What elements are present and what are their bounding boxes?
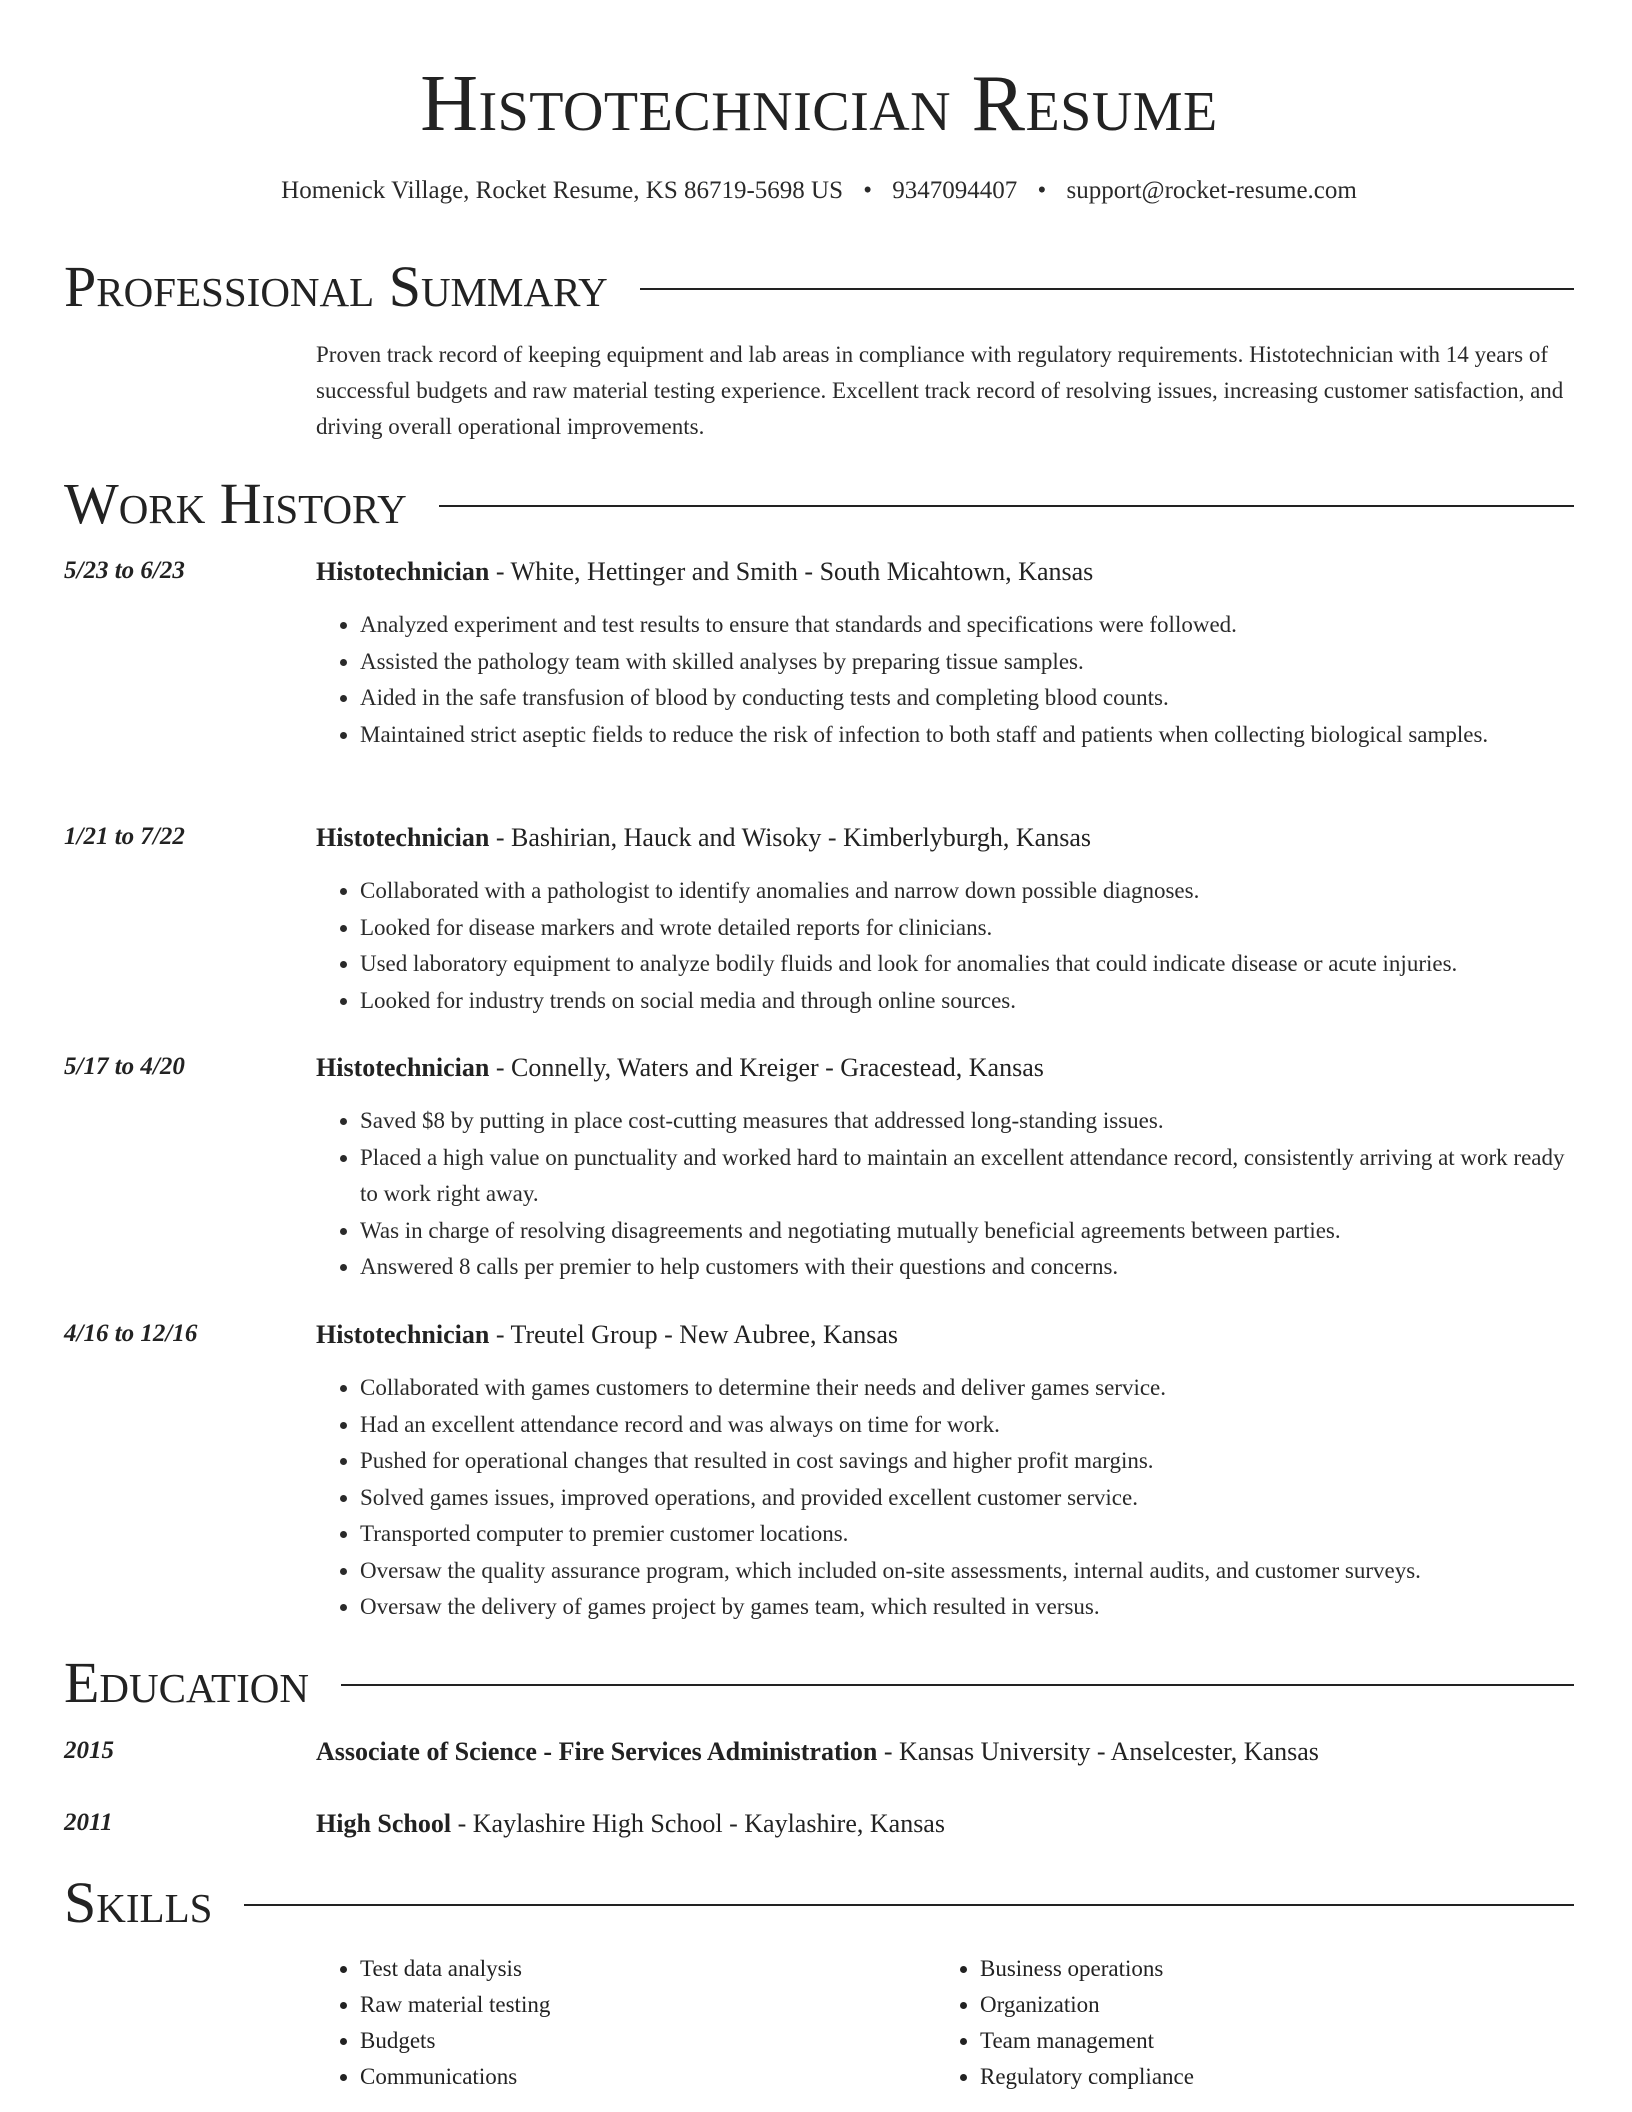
skill-item: • Organization bbox=[980, 1987, 1556, 2023]
contact-separator: • bbox=[1037, 177, 1047, 204]
section-divider bbox=[439, 505, 1574, 507]
school-location: - Kaylashire High School - Kaylashire, Kansas bbox=[451, 1809, 945, 1838]
degree: Associate of Science - Fire Services Administration bbox=[316, 1737, 878, 1766]
skill-item: • Budgets bbox=[360, 2023, 936, 2059]
list-item: • Solved games issues, improved operations, and provided excellent customer service. bbox=[360, 1480, 1574, 1517]
education-details bbox=[316, 1737, 1574, 1767]
contact-separator: • bbox=[863, 177, 873, 204]
section-divider bbox=[341, 1684, 1574, 1686]
job-role: Histotechnician bbox=[316, 823, 490, 852]
list-item: • Had an excellent attendance record and was always on time for work. bbox=[360, 1407, 1574, 1444]
list-item: • Pushed for operational changes that resulted in cost savings and higher profit margins. bbox=[360, 1443, 1574, 1480]
list-item: • Collaborated with games customers to determine their needs and deliver games service. bbox=[360, 1370, 1574, 1407]
work-dates: 4/16 to 12/16 bbox=[64, 1320, 198, 1347]
work-title bbox=[316, 1053, 1574, 1083]
skills-column-right bbox=[936, 1951, 1556, 2095]
education-year: 2011 bbox=[64, 1809, 113, 1836]
list-item: • Aided in the safe transfusion of blood by conducting tests and completing blood counts. bbox=[360, 680, 1574, 717]
list-item: • Looked for disease markers and wrote detailed reports for clinicians. bbox=[360, 910, 1574, 947]
education-title bbox=[316, 1737, 1574, 1767]
job-role: Histotechnician bbox=[316, 1053, 490, 1082]
summary-text: Proven track record of keeping equipment and lab areas in compliance with regulatory requirements. Histotechnician with 14 years of successful budgets and raw material testing experience. Excellent track record of resolving issues, increasing customer satisfaction, and driving overall operational improvements. bbox=[316, 342, 1564, 439]
work-bullets bbox=[316, 873, 1574, 1019]
list-item: • Maintained strict aseptic fields to reduce the risk of infection to both staff and patients when collecting biological samples. bbox=[360, 717, 1574, 754]
school-location: - Kansas University - Anselcester, Kansas bbox=[877, 1737, 1319, 1766]
work-title bbox=[316, 1320, 1574, 1350]
skill-item: • Test data analysis bbox=[360, 1951, 936, 1987]
skill-item: • Business operations bbox=[980, 1951, 1556, 1987]
list-item: • Analyzed experiment and test results to ensure that standards and specifications were followed. bbox=[360, 607, 1574, 644]
list-item: • Looked for industry trends on social media and through online sources. bbox=[360, 983, 1574, 1020]
summary-section-title: Professional Summary bbox=[64, 254, 608, 319]
skill-item: • Regulatory compliance bbox=[980, 2059, 1556, 2095]
skills-section-header bbox=[64, 1870, 1574, 1935]
work-dates: 1/21 to 7/22 bbox=[64, 823, 185, 850]
work-title bbox=[316, 557, 1574, 587]
work-title bbox=[316, 823, 1574, 853]
skill-item: • Team management bbox=[980, 2023, 1556, 2059]
resume-title: Histotechnician Resume bbox=[420, 60, 1218, 148]
list-item: • Was in charge of resolving disagreements and negotiating mutually beneficial agreements between parties. bbox=[360, 1213, 1574, 1250]
email: support@rocket-resume.com bbox=[1066, 177, 1357, 204]
work-details bbox=[316, 823, 1574, 1019]
summary-section-header bbox=[64, 254, 1574, 319]
employer-location: - White, Hettinger and Smith - South Micahtown, Kansas bbox=[489, 557, 1094, 586]
list-item: • Used laboratory equipment to analyze bodily fluids and look for anomalies that could indicate disease or acute injuries. bbox=[360, 946, 1574, 983]
work-dates: 5/23 to 6/23 bbox=[64, 557, 185, 584]
list-item: • Oversaw the delivery of games project by games team, which resulted in versus. bbox=[360, 1589, 1574, 1626]
skills-section-title: Skills bbox=[64, 1870, 213, 1935]
work-details bbox=[316, 1053, 1574, 1286]
address: Homenick Village, Rocket Resume, KS 86719-5698 US bbox=[281, 177, 844, 204]
job-role: Histotechnician bbox=[316, 1320, 490, 1349]
list-item: • Assisted the pathology team with skilled analyses by preparing tissue samples. bbox=[360, 644, 1574, 681]
phone: 9347094407 bbox=[892, 177, 1018, 204]
employer-location: - Connelly, Waters and Kreiger - Gracestead, Kansas bbox=[489, 1053, 1044, 1082]
work-section-title: Work History bbox=[64, 471, 407, 536]
list-item: • Answered 8 calls per premier to help customers with their questions and concerns. bbox=[360, 1249, 1574, 1286]
education-year: 2015 bbox=[64, 1737, 114, 1764]
work-section-header bbox=[64, 471, 1574, 536]
contact-line bbox=[64, 177, 1574, 205]
education-section-title: Education bbox=[64, 1650, 309, 1715]
work-details bbox=[316, 1320, 1574, 1626]
list-item: • Saved $8 by putting in place cost-cutting measures that addressed long-standing issues. bbox=[360, 1103, 1574, 1140]
section-divider bbox=[640, 288, 1574, 290]
list-item: • Transported computer to premier customer locations. bbox=[360, 1516, 1574, 1553]
skills-list bbox=[316, 1951, 1574, 2095]
employer-location: - Treutel Group - New Aubree, Kansas bbox=[489, 1320, 899, 1349]
list-item: • Collaborated with a pathologist to identify anomalies and narrow down possible diagnoses. bbox=[360, 873, 1574, 910]
degree: High School bbox=[316, 1809, 452, 1838]
section-divider bbox=[244, 1904, 1574, 1906]
work-details bbox=[316, 557, 1574, 753]
skill-item: • Raw material testing bbox=[360, 1987, 936, 2023]
work-bullets bbox=[316, 1370, 1574, 1626]
skill-item: • Communications bbox=[360, 2059, 936, 2095]
job-role: Histotechnician bbox=[316, 557, 490, 586]
work-dates: 5/17 to 4/20 bbox=[64, 1053, 185, 1080]
work-bullets bbox=[316, 607, 1574, 753]
education-details bbox=[316, 1809, 1574, 1839]
list-item: • Placed a high value on punctuality and worked hard to maintain an excellent attendance record, consistently arriving at work ready to work right away. bbox=[360, 1140, 1574, 1213]
list-item: • Oversaw the quality assurance program, which included on-site assessments, internal audits, and customer surveys. bbox=[360, 1553, 1574, 1590]
education-title bbox=[316, 1809, 1574, 1839]
skills-column-left bbox=[316, 1951, 936, 2095]
education-section-header bbox=[64, 1650, 1574, 1715]
work-bullets bbox=[316, 1103, 1574, 1286]
resume-page bbox=[64, 0, 1574, 2089]
employer-location: - Bashirian, Hauck and Wisoky - Kimberlyburgh, Kansas bbox=[489, 823, 1091, 852]
